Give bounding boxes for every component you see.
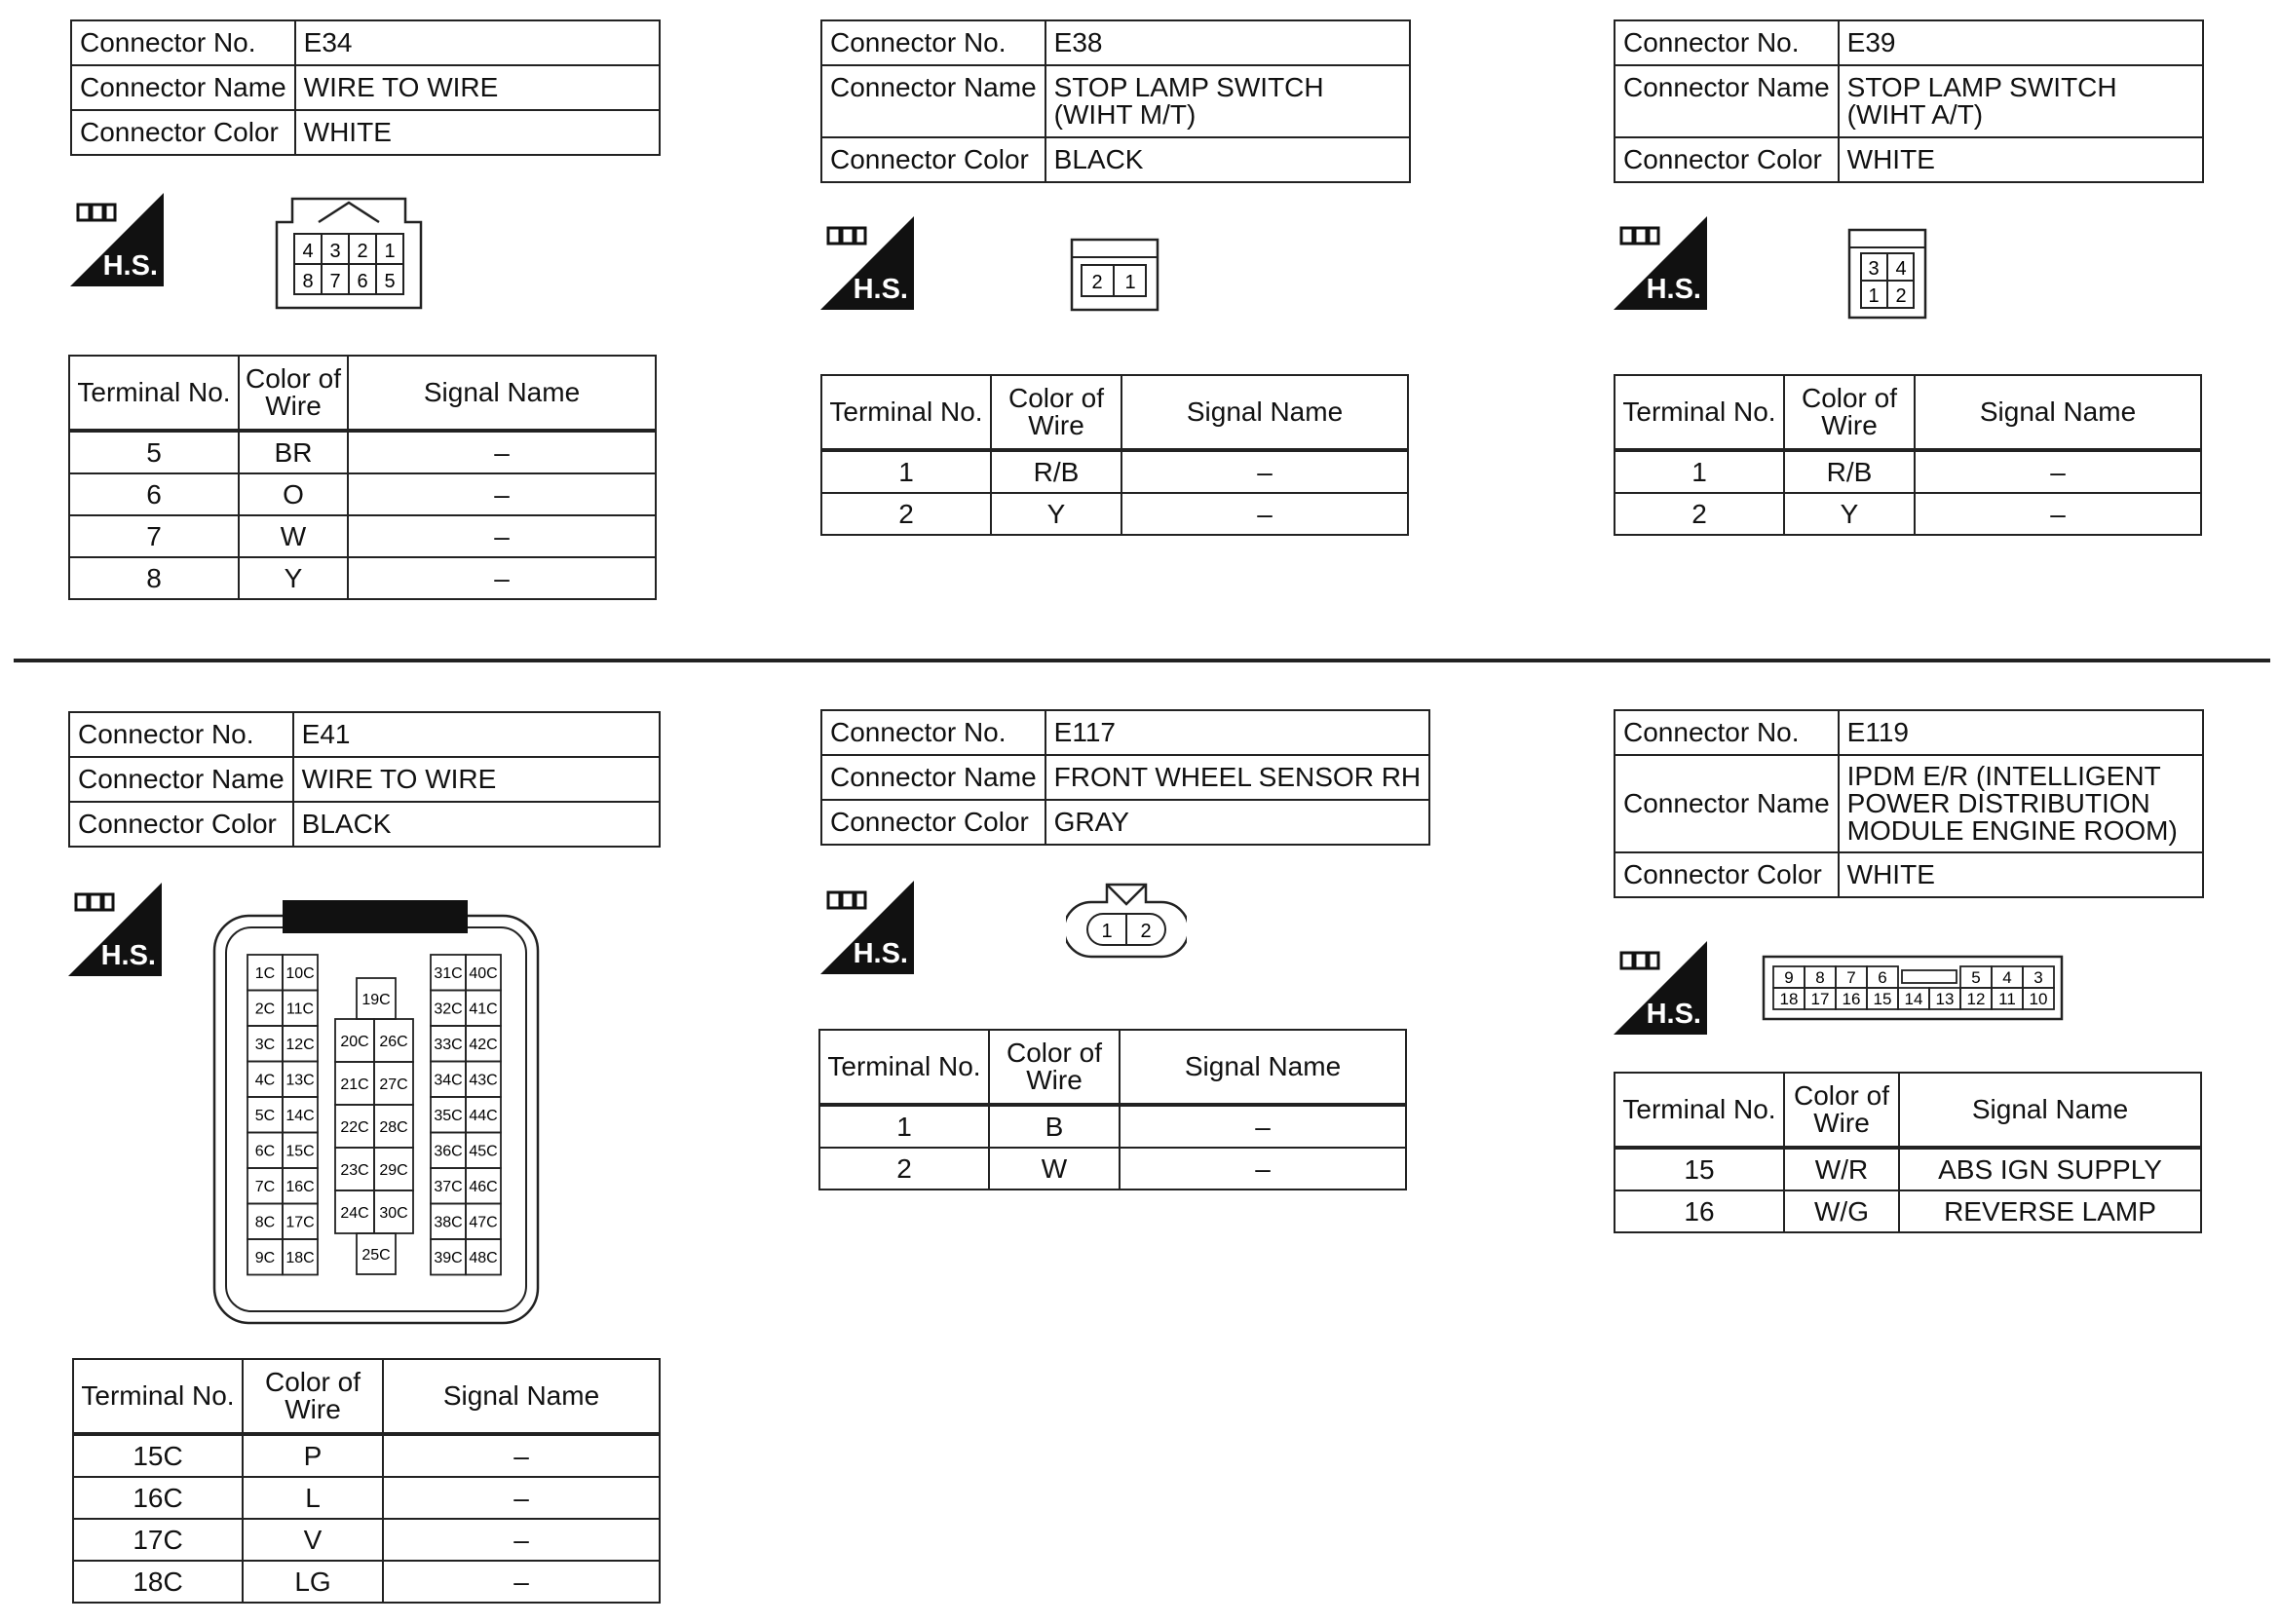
pin-label: 9C <box>254 1250 276 1267</box>
pin-label: 1C <box>254 965 276 983</box>
connector-name-value: STOP LAMP SWITCH (WIHT A/T) <box>1839 65 2203 137</box>
connector-info-table <box>820 19 1411 183</box>
pin-label: 15C <box>285 1143 315 1160</box>
header-signal-name: Signal Name <box>1120 1030 1406 1105</box>
label-connector-name: Connector Name <box>69 757 293 802</box>
pin-label: 17 <box>1810 990 1830 1009</box>
connector-info-table <box>70 19 661 156</box>
pin-label: 41C <box>469 1001 498 1018</box>
header-signal-name: Signal Name <box>1899 1073 2201 1148</box>
header-terminal-no: Terminal No. <box>1615 375 1784 450</box>
header-signal-name: Signal Name <box>348 356 656 431</box>
label-connector-name: Connector Name <box>1615 65 1839 137</box>
pin-label: 15 <box>1873 990 1892 1009</box>
pin-label: 38C <box>434 1214 463 1231</box>
terminal-table-e117 <box>818 1029 1407 1190</box>
pin-label: 7C <box>254 1179 276 1196</box>
section-divider <box>14 659 2270 662</box>
pin-label: 9 <box>1784 968 1794 988</box>
connector-color-value: BLACK <box>293 802 660 847</box>
pin-label: 23C <box>340 1161 369 1179</box>
pin-label: 3C <box>254 1037 276 1054</box>
pin-label: 20C <box>340 1033 369 1050</box>
label-connector-no: Connector No. <box>1615 20 1839 65</box>
header-color-of-wire: Color of Wire <box>243 1359 383 1434</box>
connector-key-slot <box>1902 970 1957 983</box>
label-connector-no: Connector No. <box>821 20 1045 65</box>
table-row: 2 Y – <box>1615 493 2201 535</box>
label-connector-color: Connector Color <box>69 802 293 847</box>
header-terminal-no: Terminal No. <box>821 375 991 450</box>
pin-label: 7 <box>1846 968 1856 988</box>
label-connector-color: Connector Color <box>1615 137 1839 182</box>
connector-lock-tab <box>283 900 468 933</box>
harness-side-icon: H.S. <box>1614 941 1707 1035</box>
pin-label: 1 <box>1124 272 1136 293</box>
connector-e41 <box>68 711 661 848</box>
connector-face-e117 <box>1066 881 1187 961</box>
connector-face-e38 <box>1070 238 1161 312</box>
pin-label: 18C <box>285 1250 315 1267</box>
terminal-table-e39 <box>1614 374 2202 536</box>
table-row: 15C P – <box>73 1434 660 1477</box>
pin-label: 48C <box>469 1250 498 1267</box>
table-row: 2 W – <box>819 1148 1406 1190</box>
pin-label: 30C <box>379 1204 408 1222</box>
connector-no-value: E38 <box>1045 20 1410 65</box>
connector-name-value: FRONT WHEEL SENSOR RH <box>1045 755 1429 800</box>
table-row: 1 B – <box>819 1105 1406 1148</box>
pin-label: 11 <box>1998 990 2016 1009</box>
pin-label: 10C <box>285 965 315 983</box>
pin-label: 40C <box>469 965 498 983</box>
pin-label: 6C <box>254 1143 276 1160</box>
pin-label: 1 <box>384 241 396 262</box>
connector-e39 <box>1614 19 2204 183</box>
pin-label: 22C <box>340 1118 369 1136</box>
pin-label: 5 <box>384 271 396 292</box>
connector-color-value: WHITE <box>1839 852 2203 897</box>
pin-label: 13 <box>1935 990 1955 1009</box>
table-row: 16C L – <box>73 1477 660 1519</box>
pin-label: 12 <box>1966 990 1986 1009</box>
terminal-table-e38 <box>820 374 1409 536</box>
harness-side-icon: H.S. <box>1614 216 1707 310</box>
connector-name-value: WIRE TO WIRE <box>295 65 660 110</box>
pin-label: 8 <box>302 271 314 292</box>
terminal-table-e41 <box>72 1358 661 1604</box>
pin-label: 47C <box>469 1214 498 1231</box>
connector-color-value: GRAY <box>1045 800 1429 845</box>
harness-side-icon: H.S. <box>70 193 164 286</box>
pin-label: 44C <box>469 1108 498 1125</box>
label-connector-name: Connector Name <box>821 755 1045 800</box>
pin-label: 2C <box>254 1001 276 1018</box>
pin-label: 43C <box>469 1072 498 1089</box>
header-terminal-no: Terminal No. <box>73 1359 243 1434</box>
table-row: 8 Y – <box>69 557 656 599</box>
pin-label: 13C <box>285 1072 315 1089</box>
pin-label: 25C <box>361 1246 391 1264</box>
header-terminal-no: Terminal No. <box>1615 1073 1784 1148</box>
connector-no-value: E34 <box>295 20 660 65</box>
connector-face-e119 <box>1762 955 2066 1023</box>
pin-label: 4 <box>1895 258 1907 280</box>
table-row: 15 W/R ABS IGN SUPPLY <box>1615 1148 2201 1190</box>
pin-label: 6 <box>357 271 368 292</box>
connector-color-value: WHITE <box>295 110 660 155</box>
pin-label: 8 <box>1815 968 1825 988</box>
pin-label: 45C <box>469 1143 498 1160</box>
table-row: 2 Y – <box>821 493 1408 535</box>
table-row: 16 W/G REVERSE LAMP <box>1615 1190 2201 1232</box>
pin-label: 27C <box>379 1076 408 1093</box>
pin-label: 31C <box>434 965 463 983</box>
pin-label: 7 <box>329 271 341 292</box>
pin-label: 5 <box>1971 968 1981 988</box>
pin-label: 32C <box>434 1001 463 1018</box>
table-row: 7 W – <box>69 515 656 557</box>
terminal-table-e34 <box>68 355 657 600</box>
label-connector-no: Connector No. <box>1615 710 1839 755</box>
table-row: 1 R/B – <box>821 450 1408 493</box>
header-color-of-wire: Color of Wire <box>1784 375 1915 450</box>
connector-face-e39 <box>1847 228 1927 320</box>
connector-name-value: WIRE TO WIRE <box>293 757 660 802</box>
pin-label: 6 <box>1878 968 1887 988</box>
connector-e34 <box>70 19 661 156</box>
pin-label: 36C <box>434 1143 463 1160</box>
label-connector-name: Connector Name <box>821 65 1045 137</box>
header-color-of-wire: Color of Wire <box>989 1030 1120 1105</box>
pin-label: 1 <box>1101 921 1113 942</box>
pin-label: 2 <box>1091 272 1103 293</box>
connector-e38 <box>820 19 1411 183</box>
pin-label: 11C <box>285 1001 315 1018</box>
pin-label: 4C <box>254 1072 276 1089</box>
terminal-table-e119 <box>1614 1072 2202 1233</box>
pin-label: 26C <box>379 1033 408 1050</box>
pin-label: 33C <box>434 1037 463 1054</box>
pin-label: 24C <box>340 1204 369 1222</box>
label-connector-color: Connector Color <box>71 110 295 155</box>
pin-label: 18 <box>1779 990 1799 1009</box>
harness-side-icon: H.S. <box>820 216 914 310</box>
pin-label: 14 <box>1904 990 1923 1009</box>
pin-label: 19C <box>361 991 391 1008</box>
pin-label: 2 <box>1140 921 1152 942</box>
connector-face-e41 <box>212 896 540 1325</box>
pin-label: 12C <box>285 1037 315 1054</box>
connector-info-table <box>1614 19 2204 183</box>
pin-label: 17C <box>285 1214 315 1231</box>
table-row: 5 BR – <box>69 431 656 473</box>
header-color-of-wire: Color of Wire <box>1784 1073 1899 1148</box>
harness-side-icon: H.S. <box>820 881 914 974</box>
connector-name-value: STOP LAMP SWITCH (WIHT M/T) <box>1045 65 1410 137</box>
label-connector-no: Connector No. <box>69 712 293 757</box>
header-color-of-wire: Color of Wire <box>239 356 348 431</box>
pin-label: 4 <box>302 241 314 262</box>
pin-label: 37C <box>434 1179 463 1196</box>
pin-label: 16C <box>285 1179 315 1196</box>
connector-face-e34 <box>275 193 425 310</box>
table-row: 1 R/B – <box>1615 450 2201 493</box>
pin-label: 10 <box>2029 990 2048 1009</box>
pin-label: 34C <box>434 1072 463 1089</box>
pin-label: 4 <box>2002 968 2012 988</box>
label-connector-no: Connector No. <box>821 710 1045 755</box>
header-color-of-wire: Color of Wire <box>991 375 1121 450</box>
connector-no-value: E39 <box>1839 20 2203 65</box>
connector-info-table <box>820 709 1430 846</box>
pin-label: 2 <box>357 241 368 262</box>
pin-label: 3 <box>2033 968 2043 988</box>
connector-info-table <box>1614 709 2204 898</box>
connector-no-value: E41 <box>293 712 660 757</box>
pin-label: 5C <box>254 1108 276 1125</box>
pin-label: 29C <box>379 1161 408 1179</box>
pin-label: 14C <box>285 1108 315 1125</box>
connector-no-value: E117 <box>1045 710 1429 755</box>
table-row: 6 O – <box>69 473 656 515</box>
harness-side-icon: H.S. <box>68 883 162 976</box>
connector-color-value: BLACK <box>1045 137 1410 182</box>
header-signal-name: Signal Name <box>383 1359 660 1434</box>
pin-label: 1 <box>1868 285 1880 307</box>
label-connector-color: Connector Color <box>1615 852 1839 897</box>
header-terminal-no: Terminal No. <box>69 356 239 431</box>
header-terminal-no: Terminal No. <box>819 1030 989 1105</box>
connector-e119 <box>1614 709 2204 898</box>
pin-label: 28C <box>379 1118 408 1136</box>
table-row: 17C V – <box>73 1519 660 1561</box>
label-connector-name: Connector Name <box>1615 755 1839 852</box>
header-signal-name: Signal Name <box>1121 375 1408 450</box>
pin-label: 16 <box>1842 990 1861 1009</box>
pin-label: 46C <box>469 1179 498 1196</box>
pin-label: 8C <box>254 1214 276 1231</box>
table-row: 18C LG – <box>73 1561 660 1603</box>
header-signal-name: Signal Name <box>1915 375 2201 450</box>
pin-label: 2 <box>1895 285 1907 307</box>
label-connector-color: Connector Color <box>821 137 1045 182</box>
connector-info-table <box>68 711 661 848</box>
connector-no-value: E119 <box>1839 710 2203 755</box>
pin-label: 42C <box>469 1037 498 1054</box>
pin-label: 3 <box>329 241 341 262</box>
pin-label: 21C <box>340 1076 369 1093</box>
pin-label: 35C <box>434 1108 463 1125</box>
label-connector-no: Connector No. <box>71 20 295 65</box>
pin-label: 3 <box>1868 258 1880 280</box>
connector-color-value: WHITE <box>1839 137 2203 182</box>
pin-label: 39C <box>434 1250 463 1267</box>
label-connector-color: Connector Color <box>821 800 1045 845</box>
label-connector-name: Connector Name <box>71 65 295 110</box>
connector-e117 <box>820 709 1430 846</box>
connector-name-value: IPDM E/R (INTELLIGENT POWER DISTRIBUTION MODULE ENGINE ROOM) <box>1839 755 2203 852</box>
